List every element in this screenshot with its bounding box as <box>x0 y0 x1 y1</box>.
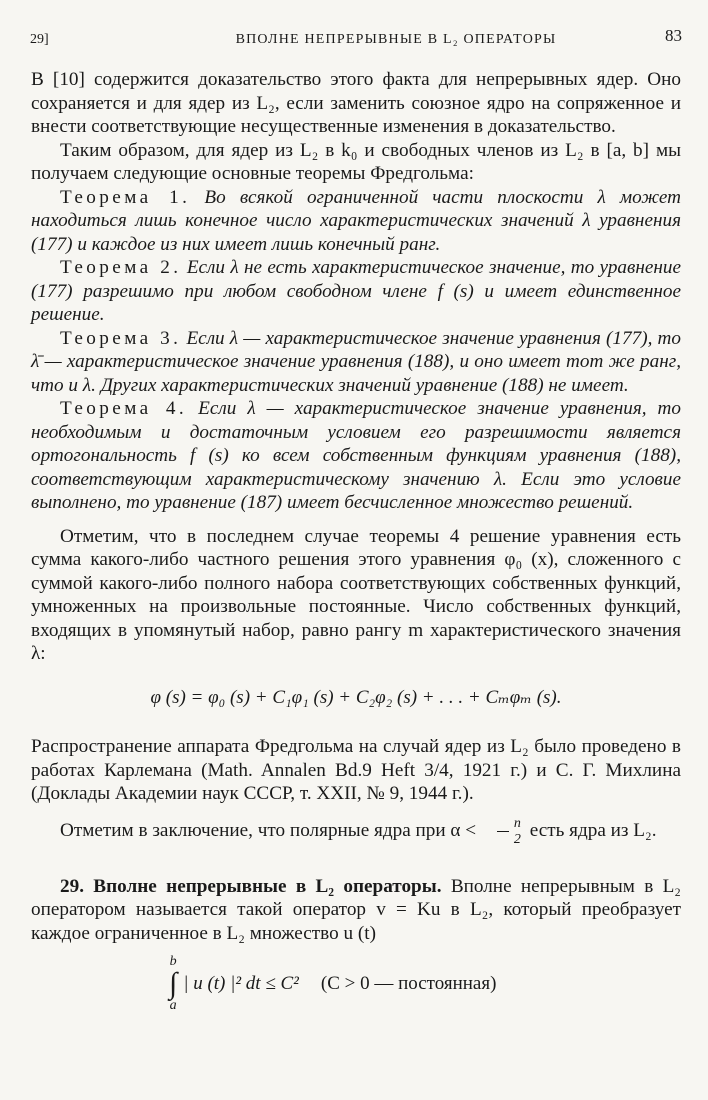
paragraph-fredholm-intro: Таким образом, для ядер из L₂ в k₀ и свободных членов из L₂ в [a, b] мы получаем следующие основные теоремы Фредгольма: <box>31 139 681 184</box>
fraction-denominator: 2 <box>513 831 521 847</box>
spacer <box>31 847 681 875</box>
general-solution-formula: φ (s) = φ₀ (s) + C₁φ₁ (s) + C₂φ₂ (s) + . . . + Cₘφₘ (s). <box>150 686 562 708</box>
theorem-1 <box>31 186 681 257</box>
page-number: 83 <box>665 26 682 45</box>
theorem-3 <box>31 327 681 398</box>
paragraph-general-solution: Отметим, что в последнем случае теоремы 4 решение уравнения есть сумма какого-либо частного решения этого уравнения φ₀ (x), сложенного с суммой какого-либо полного набора соответствующих собственных функций, умноженных на произвольные постоянные. Число собственных функций, входящих в упомянутый набор, равно рангу m характеристического значения λ: <box>31 525 681 664</box>
paragraph-proof-note: В [10] содержится доказательство этого факта для непрерывных ядер. Оно сохраняется и для ядер из L₂, если заменить союзное ядро на сопряженное и внести соответствующие несущественные изменения в доказательство. <box>31 69 681 137</box>
running-header <box>30 26 682 50</box>
fraction-n-over-2 <box>485 816 521 847</box>
paragraph-polar-kernels <box>31 816 681 847</box>
theorem-4-label: Теорема 4. <box>60 398 188 419</box>
fraction-numerator: n <box>513 815 521 831</box>
section-heading: 29. Вполне непрерывные в L₂ операторы. <box>60 875 442 897</box>
integral-sign <box>169 955 177 1013</box>
theorem-3-label: Теорема 3. <box>60 327 182 349</box>
theorem-2 <box>31 256 681 327</box>
spacer <box>31 515 681 525</box>
spacer <box>31 806 681 816</box>
section-definition-text: Вполне непрерывным в L₂ оператором называется такой оператор v = Ku в L₂, который преобразует каждое ограниченное в L₂ множество u (t) <box>31 875 682 944</box>
theorem-2-text: Если λ не есть характеристическое значение, то уравнение (177) разрешимо при любом свободном члене f (s) и имеет единственное решение. <box>31 257 681 325</box>
bounded-set-formula <box>169 955 681 1013</box>
constant-condition: (C > 0 — постоянная) <box>320 973 497 995</box>
running-title: ВПОЛНЕ НЕПРЕРЫВНЫЕ В L₂ ОПЕРАТОРЫ <box>235 32 557 47</box>
page-body <box>31 68 681 1013</box>
theorem-1-text: Во всякой ограниченной части плоскости λ может находиться лишь конечное число характеристических значений λ уравнения (177) и каждое из них имеет лишь конечный ранг. <box>31 186 681 255</box>
section-29 <box>31 875 681 946</box>
theorem-2-label: Теорема 2. <box>60 257 182 278</box>
integral-symbol: ∫ <box>169 967 178 1000</box>
paragraph-history: Распространение аппарата Фредгольма на случай ядер из L₂ было проведено в работах Карлемана (Math. Annalen Bd.9 Heft 3/4, 1921 г.) и С. Г. Михлина (Доклады Академии наук СССР, т. XXII, № 9, 1944 г.). <box>31 736 681 804</box>
theorem-1-label: Теорема 1. <box>60 186 191 208</box>
theorem-3-text: Если λ — характеристическое значение уравнения (177), то λ̄ — характеристическое значение уравнения (188), и оно имеет тот же ранг, что и λ. Других характеристических значений уравнение (188) не имеет. <box>31 327 681 396</box>
section-reference: 29] <box>30 32 49 47</box>
theorem-4 <box>31 397 681 515</box>
integral-lower-limit: a <box>169 998 177 1013</box>
integral-expression: | u (t) |² dt ≤ C² <box>183 973 299 995</box>
integral-upper-limit: b <box>169 954 177 969</box>
polar-kernels-text: Отметим в заключение, что полярные ядра при α < <box>60 819 477 841</box>
polar-kernels-text-end: есть ядра из L₂. <box>529 819 657 841</box>
theorem-4-text: Если λ — характеристическое значение уравнения, то необходимым и достаточным условием его разрешимости является ортогональность f (s) ко всем собственным функциям уравнения (188), соответствующим характеристическому значению λ. Если это условие выполнено, то уравнение (187) имеет бесчисленное множество решений. <box>31 398 681 513</box>
